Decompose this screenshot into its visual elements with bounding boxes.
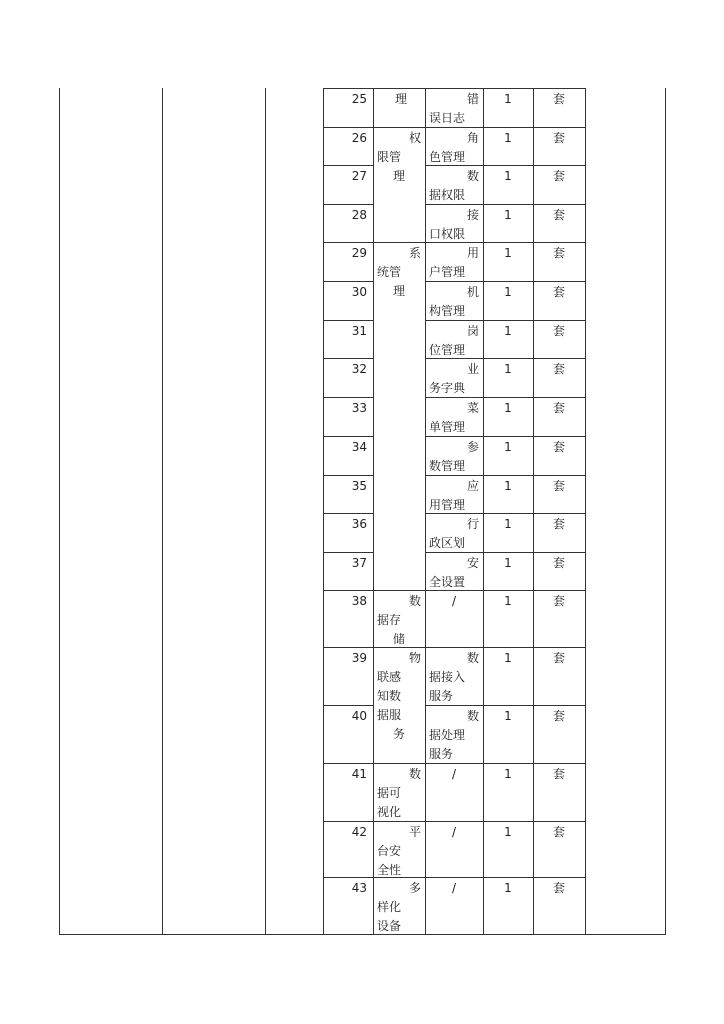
row-line-item: [425, 647, 586, 648]
item-name: [429, 477, 479, 515]
group-name: [377, 765, 421, 822]
unit: 套: [552, 324, 565, 338]
item-name-line: 错: [466, 92, 479, 106]
item-name-line: 数: [466, 651, 479, 665]
row-number: 36: [351, 517, 367, 531]
group-name: [377, 592, 421, 649]
unit: 套: [552, 651, 565, 665]
item-name-line: 单管理: [429, 420, 466, 434]
unit: 套: [552, 362, 565, 376]
row-line-item: [425, 88, 586, 89]
table-vline: [59, 88, 60, 935]
group-name-line: 设备: [377, 919, 402, 933]
item-name: [429, 879, 479, 898]
quantity: 1: [504, 479, 512, 493]
group-name: [377, 649, 421, 744]
unit: 套: [552, 131, 565, 145]
item-name-line: 行: [466, 517, 479, 531]
table-vline: [265, 88, 266, 935]
item-name-line: 用: [466, 246, 479, 260]
quantity: 1: [504, 767, 512, 781]
row-number: 42: [351, 825, 367, 839]
item-name-line: 户管理: [429, 265, 466, 279]
item-name-line: 用管理: [429, 498, 466, 512]
item-name-line: 安: [466, 556, 479, 570]
unit: 套: [552, 246, 565, 260]
row-number: 27: [351, 169, 367, 183]
item-name: [429, 515, 479, 553]
quantity: 1: [504, 362, 512, 376]
unit: 套: [552, 208, 565, 222]
unit: 套: [552, 767, 565, 781]
group-name: [377, 90, 421, 109]
item-name: [429, 554, 479, 592]
row-number: 41: [351, 767, 367, 781]
row-number: 31: [351, 324, 367, 338]
group-name-line: 数: [408, 594, 421, 608]
group-name-line: 储: [392, 632, 405, 646]
item-name: [429, 129, 479, 167]
row-number: 39: [351, 651, 367, 665]
quantity: 1: [504, 169, 512, 183]
row-line-no: [323, 165, 374, 166]
table-bottom-border: [59, 934, 666, 935]
item-name: [429, 244, 479, 282]
item-name-line: 据接入: [429, 670, 466, 684]
row-line-no: [323, 475, 374, 476]
quantity: 1: [504, 401, 512, 415]
item-name-line: 机: [466, 285, 479, 299]
group-name-line: 据可: [377, 786, 402, 800]
group-name-line: 系: [408, 246, 421, 260]
item-name-line: 据权限: [429, 188, 466, 202]
group-name-line: 平: [408, 825, 421, 839]
item-name-line: 角: [466, 131, 479, 145]
row-number: 37: [351, 556, 367, 570]
unit: 套: [552, 169, 565, 183]
row-number: 40: [351, 709, 367, 723]
group-name-line: 统管: [377, 265, 402, 279]
item-name-line: 构管理: [429, 304, 466, 318]
table-vline: [162, 88, 163, 935]
unit: 套: [552, 285, 565, 299]
row-line-no: [323, 127, 374, 128]
item-name: [429, 167, 479, 205]
row-number: 25: [351, 92, 367, 106]
row-line-no: [323, 397, 374, 398]
row-line-no: [323, 242, 374, 243]
quantity: 1: [504, 92, 512, 106]
group-name-line: 知数: [377, 689, 402, 703]
item-name: [429, 322, 479, 360]
row-line-no: [323, 88, 374, 89]
item-name: [429, 438, 479, 476]
row-line-no: [323, 763, 374, 764]
group-name-line: 理: [392, 169, 405, 183]
item-name-line: 菜: [466, 401, 479, 415]
row-line-no: [323, 647, 374, 648]
item-name-line: 口权限: [429, 227, 466, 241]
group-name-line: 物: [408, 651, 421, 665]
quantity: 1: [504, 651, 512, 665]
unit: 套: [552, 825, 565, 839]
quantity: 1: [504, 208, 512, 222]
group-name: [377, 244, 421, 301]
group-name-line: 联感: [377, 670, 402, 684]
table-vline: [585, 88, 586, 935]
item-name: [429, 283, 479, 321]
item-name-line: 参: [466, 440, 479, 454]
quantity: 1: [504, 709, 512, 723]
row-line-no: [323, 436, 374, 437]
row-number: 30: [351, 285, 367, 299]
row-line-group: [373, 88, 426, 89]
quantity: 1: [504, 131, 512, 145]
row-line-no: [323, 513, 374, 514]
item-name-line: 服务: [429, 747, 454, 761]
table-vline: [665, 88, 666, 935]
group-name-line: 据服: [377, 708, 402, 722]
unit: 套: [552, 594, 565, 608]
row-number: 43: [351, 881, 367, 895]
group-name-line: 理: [395, 92, 408, 106]
group-name-line: 据存: [377, 613, 402, 627]
quantity: 1: [504, 517, 512, 531]
row-line-group: [373, 242, 426, 243]
item-name-line: 服务: [429, 689, 454, 703]
row-line-item: [425, 877, 586, 878]
quantity: 1: [504, 324, 512, 338]
group-name: [377, 823, 421, 880]
group-name-line: 视化: [377, 805, 402, 819]
item-name-line: 接: [466, 208, 479, 222]
row-number: 28: [351, 208, 367, 222]
item-name-line: 据处理: [429, 728, 466, 742]
unit: 套: [552, 479, 565, 493]
item-name-line: 色管理: [429, 150, 466, 164]
item-name: [429, 649, 479, 706]
group-name: [377, 129, 421, 186]
item-name-line: 数: [466, 709, 479, 723]
row-line-group: [373, 127, 426, 128]
row-number: 35: [351, 479, 367, 493]
quantity: 1: [504, 246, 512, 260]
group-name: [377, 879, 421, 936]
item-name-line: 数: [466, 169, 479, 183]
item-name-line: /: [451, 825, 457, 839]
group-name-line: 全性: [377, 863, 402, 877]
row-line-no: [323, 320, 374, 321]
row-number: 38: [351, 594, 367, 608]
group-name-line: 台安: [377, 844, 402, 858]
row-line-item: [425, 821, 586, 822]
group-name-line: 理: [392, 284, 405, 298]
group-name-line: 务: [392, 727, 405, 741]
unit: 套: [552, 517, 565, 531]
item-name-line: /: [451, 881, 457, 895]
row-line-group: [373, 763, 426, 764]
quantity: 1: [504, 881, 512, 895]
quantity: 1: [504, 440, 512, 454]
row-line-no: [323, 877, 374, 878]
row-number: 33: [351, 401, 367, 415]
item-name-line: 位管理: [429, 343, 466, 357]
item-name: [429, 90, 479, 128]
table-vline: [323, 88, 324, 935]
item-name-line: 务字典: [429, 381, 466, 395]
item-name-line: 政区划: [429, 536, 466, 550]
quantity: 1: [504, 556, 512, 570]
item-name: [429, 360, 479, 398]
item-name: [429, 707, 479, 764]
item-name-line: /: [451, 594, 457, 608]
row-line-no: [323, 358, 374, 359]
group-name-line: 限管: [377, 150, 402, 164]
unit: 套: [552, 556, 565, 570]
item-name-line: 全设置: [429, 575, 466, 589]
quantity: 1: [504, 825, 512, 839]
item-name: [429, 823, 479, 842]
unit: 套: [552, 881, 565, 895]
group-name-line: 多: [408, 881, 421, 895]
item-name: [429, 399, 479, 437]
row-line-no: [323, 281, 374, 282]
row-line-group: [373, 590, 426, 591]
row-line-no: [323, 590, 374, 591]
item-name: [429, 206, 479, 244]
item-name: [429, 765, 479, 784]
unit: 套: [552, 401, 565, 415]
row-number: 26: [351, 131, 367, 145]
group-name-line: 数: [408, 767, 421, 781]
row-line-no: [323, 705, 374, 706]
unit: 套: [552, 92, 565, 106]
unit: 套: [552, 440, 565, 454]
item-name-line: 误日志: [429, 111, 466, 125]
item-name-line: 应: [466, 479, 479, 493]
item-name-line: /: [451, 767, 457, 781]
row-number: 32: [351, 362, 367, 376]
quantity: 1: [504, 285, 512, 299]
row-line-no: [323, 552, 374, 553]
item-name: [429, 592, 479, 611]
table-vline: [373, 88, 374, 935]
item-name-line: 数管理: [429, 459, 466, 473]
row-line-no: [323, 204, 374, 205]
row-line-no: [323, 821, 374, 822]
unit: 套: [552, 709, 565, 723]
group-name-line: 权: [408, 131, 421, 145]
table-vline: [425, 88, 426, 935]
group-name-line: 样化: [377, 900, 402, 914]
item-name-line: 岗: [466, 324, 479, 338]
row-number: 34: [351, 440, 367, 454]
item-name-line: 业: [466, 362, 479, 376]
row-number: 29: [351, 246, 367, 260]
quantity: 1: [504, 594, 512, 608]
